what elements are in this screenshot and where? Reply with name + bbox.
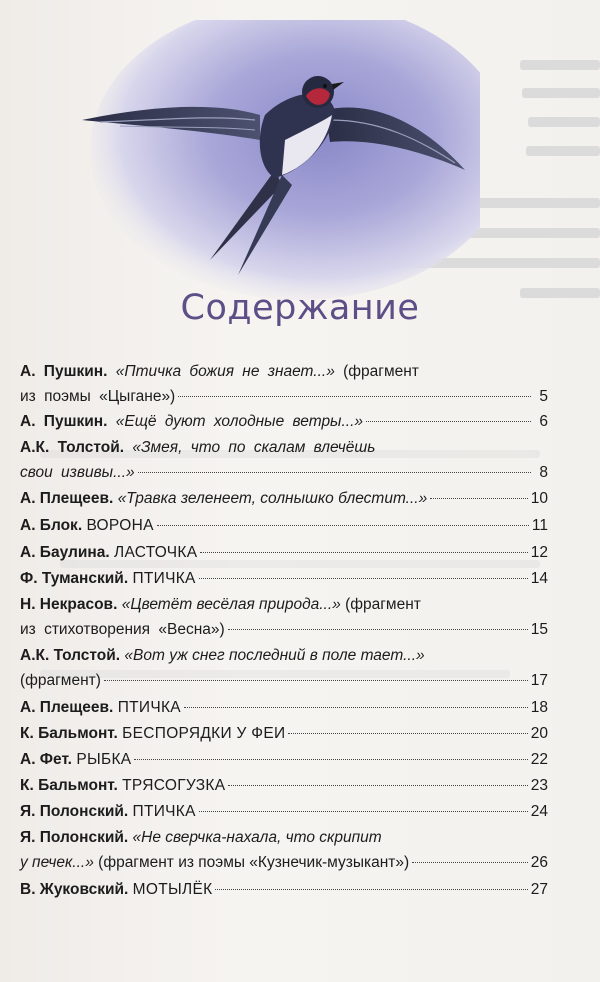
entry-work: ПТИЧКА bbox=[132, 570, 196, 587]
entry-author: А.К. Толстой. bbox=[20, 647, 121, 664]
toc-entry bbox=[20, 776, 548, 801]
entry-author: Я. Полонский. bbox=[20, 829, 129, 846]
toc-entry bbox=[20, 750, 548, 775]
entry-work: РЫБКА bbox=[76, 751, 132, 768]
entry-work: «Травка зеленеет, солнышко блестит...» bbox=[117, 490, 428, 507]
toc-entry bbox=[20, 516, 548, 541]
entry-work: ВОРОНА bbox=[86, 517, 154, 534]
entry-page: 8 bbox=[539, 464, 548, 481]
dot-leader bbox=[412, 862, 528, 863]
dot-leader bbox=[199, 811, 528, 812]
entry-author: В. Жуковский. bbox=[20, 881, 129, 898]
entry-note-continued: из стихотворения «Весна») bbox=[20, 621, 225, 638]
entry-work: МОТЫЛЁК bbox=[132, 881, 213, 898]
dot-leader bbox=[200, 552, 527, 553]
dot-leader bbox=[228, 629, 528, 630]
entry-page: 5 bbox=[539, 388, 548, 405]
entry-note: (фрагмент bbox=[343, 363, 419, 380]
entry-author: А. Блок. bbox=[20, 517, 83, 534]
entry-page: 24 bbox=[530, 803, 548, 820]
entry-work: «Цветёт весёлая природа...» bbox=[121, 596, 341, 613]
entry-work: ПТИЧКА bbox=[117, 699, 181, 716]
entry-page: 18 bbox=[530, 699, 548, 716]
toc-entry bbox=[20, 489, 548, 514]
entry-author: Я. Полонский. bbox=[20, 803, 129, 820]
entry-work: «Ещё дуют холодные ветры...» bbox=[115, 413, 364, 430]
entry-author: А. Плещеев. bbox=[20, 699, 114, 716]
dot-leader bbox=[228, 785, 527, 786]
toc-entry bbox=[20, 569, 548, 594]
toc-entry bbox=[20, 543, 548, 568]
entry-note-continued: (фрагмент) bbox=[20, 672, 101, 689]
toc-entry bbox=[20, 698, 548, 723]
toc-entry bbox=[20, 828, 548, 878]
dot-leader bbox=[184, 707, 528, 708]
entry-work: «Не сверчка-нахала, что скрипит bbox=[132, 829, 382, 846]
entry-work-continued: свои извивы...» bbox=[20, 464, 135, 481]
entry-author: А. Пушкин. bbox=[20, 413, 108, 430]
toc-entry bbox=[20, 646, 548, 696]
entry-work: ПТИЧКА bbox=[132, 803, 196, 820]
entry-page: 22 bbox=[530, 751, 548, 768]
toc-entry bbox=[20, 412, 548, 437]
toc-entry bbox=[20, 362, 548, 412]
dot-leader bbox=[178, 396, 531, 397]
entry-author: А. Фет. bbox=[20, 751, 72, 768]
dot-leader bbox=[288, 733, 527, 734]
entry-page: 23 bbox=[530, 777, 548, 794]
toc-entry bbox=[20, 880, 548, 905]
toc-entry bbox=[20, 724, 548, 749]
entry-author: Ф. Туманский. bbox=[20, 570, 129, 587]
entry-author: К. Бальмонт. bbox=[20, 725, 118, 742]
dot-leader bbox=[199, 578, 528, 579]
dot-leader bbox=[215, 889, 527, 890]
entry-page: 11 bbox=[531, 517, 548, 534]
entry-page: 6 bbox=[539, 413, 548, 430]
entry-author: А. Баулина. bbox=[20, 544, 110, 561]
entry-author: К. Бальмонт. bbox=[20, 777, 118, 794]
entry-work: «Птичка божия не знает...» bbox=[115, 363, 335, 380]
toc-entry bbox=[20, 595, 548, 645]
swallow-illustration bbox=[60, 20, 480, 300]
dot-leader bbox=[134, 759, 527, 760]
dot-leader bbox=[430, 498, 528, 499]
toc-entry bbox=[20, 802, 548, 827]
entry-work: БЕСПОРЯДКИ У ФЕИ bbox=[122, 725, 286, 742]
dot-leader bbox=[157, 525, 529, 526]
entry-page: 17 bbox=[530, 672, 548, 689]
entry-page: 26 bbox=[530, 854, 548, 871]
toc-entry bbox=[20, 438, 548, 488]
dot-leader bbox=[366, 421, 531, 422]
entry-author: А.К. Толстой. bbox=[20, 439, 125, 456]
entry-page: 14 bbox=[530, 570, 548, 587]
dot-leader bbox=[104, 680, 528, 681]
entry-author: А. Пушкин. bbox=[20, 363, 108, 380]
entry-note-continued: из поэмы «Цыгане») bbox=[20, 388, 176, 405]
entry-work: ЛАСТОЧКА bbox=[113, 544, 198, 561]
page-title: Содержание bbox=[180, 288, 420, 328]
entry-author: Н. Некрасов. bbox=[20, 596, 118, 613]
entry-page: 15 bbox=[530, 621, 548, 638]
entry-work: «Змея, что по скалам влечёшь bbox=[132, 439, 376, 456]
entry-work: ТРЯСОГУЗКА bbox=[122, 777, 226, 794]
dot-leader bbox=[138, 472, 531, 473]
entry-note-continued: (фрагмент из поэмы «Кузнечик-музыкант») bbox=[98, 854, 410, 871]
entry-work-continued: у печек...» bbox=[20, 854, 94, 871]
entry-page: 12 bbox=[530, 544, 548, 561]
entry-page: 27 bbox=[530, 881, 548, 898]
entry-author: А. Плещеев. bbox=[20, 490, 114, 507]
entry-note: (фрагмент bbox=[345, 596, 421, 613]
entry-work: «Вот уж снег последний в поле тает...» bbox=[124, 647, 425, 664]
entry-page: 10 bbox=[530, 490, 548, 507]
entry-page: 20 bbox=[530, 725, 548, 742]
